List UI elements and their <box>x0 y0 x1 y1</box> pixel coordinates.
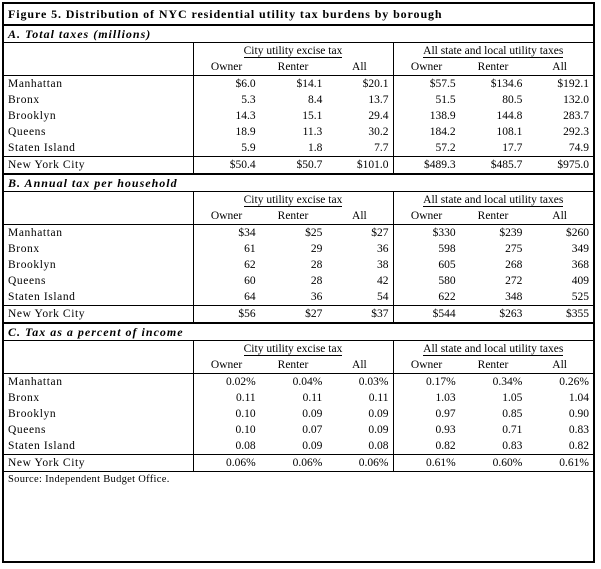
group-header-row <box>4 192 593 209</box>
value-cell: 5.9 <box>193 140 260 157</box>
table-row <box>4 108 593 124</box>
value-cell: 0.06% <box>193 455 260 472</box>
group-header-label: All state and local utility taxes <box>423 343 564 355</box>
value-cell: 61 <box>193 241 260 257</box>
value-cell: $34 <box>193 225 260 242</box>
value-cell: $260 <box>566 227 589 239</box>
group-header <box>193 43 393 60</box>
data-table <box>4 340 593 471</box>
column-header: All <box>326 59 393 76</box>
column-header: Owner <box>193 357 260 374</box>
value-cell: 0.11 <box>193 390 260 406</box>
value-cell: 272 <box>505 275 523 287</box>
column-header: Owner <box>393 59 460 76</box>
group-header-label: City utility excise tax <box>243 194 343 206</box>
group-header <box>393 192 593 209</box>
value-cell: $485.7 <box>460 157 527 174</box>
value-cell: 0.10 <box>193 422 260 438</box>
value-cell: 0.08 <box>193 438 260 455</box>
value-cell: 0.83 <box>568 424 589 436</box>
row-label: Brooklyn <box>8 110 57 122</box>
column-header: Renter <box>460 357 527 374</box>
value-cell: 0.83 <box>502 440 523 452</box>
blank-cell <box>4 357 193 374</box>
value-cell: 54 <box>377 291 389 303</box>
row-label: Bronx <box>8 243 40 255</box>
value-cell: $544 <box>393 306 460 323</box>
column-header-row <box>4 208 593 225</box>
group-header <box>193 192 393 209</box>
group-header <box>193 341 393 358</box>
value-cell: $134.6 <box>490 78 523 90</box>
value-cell: $101.0 <box>326 157 393 174</box>
value-cell: 57.2 <box>393 140 460 157</box>
value-cell: 51.5 <box>393 92 460 108</box>
column-header-row <box>4 357 593 374</box>
figure-panel <box>2 2 595 563</box>
value-cell: 1.05 <box>502 392 523 404</box>
row-label: Brooklyn <box>8 408 57 420</box>
group-header-label: City utility excise tax <box>243 343 343 355</box>
table-row <box>4 257 593 273</box>
value-cell: $6.0 <box>193 76 260 93</box>
table-row <box>4 422 593 438</box>
table-row <box>4 124 593 140</box>
value-cell: 15.1 <box>302 110 323 122</box>
value-cell: 13.7 <box>368 94 389 106</box>
value-cell: 0.09 <box>302 440 323 452</box>
value-cell: 0.09 <box>368 424 389 436</box>
value-cell: 0.06% <box>326 455 393 472</box>
value-cell: 0.61% <box>526 455 593 472</box>
value-cell: 11.3 <box>302 126 323 138</box>
value-cell: $27 <box>371 227 389 239</box>
value-cell: 80.5 <box>502 94 523 106</box>
row-label: Staten Island <box>8 142 76 154</box>
value-cell: 36 <box>310 291 323 303</box>
table-row <box>4 241 593 257</box>
group-header <box>393 341 593 358</box>
column-header: Owner <box>393 208 460 225</box>
value-cell: 598 <box>393 241 460 257</box>
value-cell: 0.26% <box>559 376 589 388</box>
value-cell: $20.1 <box>362 78 389 90</box>
row-label: New York City <box>4 306 193 323</box>
value-cell: 30.2 <box>368 126 389 138</box>
value-cell: 622 <box>393 289 460 306</box>
row-label: Brooklyn <box>8 259 57 271</box>
value-cell: 1.8 <box>307 142 323 154</box>
column-header-row <box>4 59 593 76</box>
value-cell: $192.1 <box>557 78 589 90</box>
value-cell: 17.7 <box>502 142 523 154</box>
value-cell: 268 <box>505 259 523 271</box>
value-cell: $489.3 <box>393 157 460 174</box>
table-row <box>4 289 593 306</box>
value-cell: $50.4 <box>193 157 260 174</box>
group-header <box>393 43 593 60</box>
column-header: Owner <box>193 208 260 225</box>
table-row <box>4 455 593 472</box>
group-header-row <box>4 43 593 60</box>
data-table <box>4 191 593 322</box>
value-cell: 28 <box>310 275 323 287</box>
column-header: All <box>526 357 593 374</box>
value-cell: 7.7 <box>374 142 389 154</box>
value-cell: 1.04 <box>568 392 589 404</box>
row-label: Queens <box>8 424 47 436</box>
blank-cell <box>4 341 193 358</box>
value-cell: 409 <box>571 275 589 287</box>
value-cell: 18.9 <box>193 124 260 140</box>
value-cell: 0.82 <box>393 438 460 455</box>
column-header: Owner <box>193 59 260 76</box>
value-cell: 62 <box>193 257 260 273</box>
value-cell: 0.06% <box>260 455 327 472</box>
figure-title: Figure 5. Distribution of NYC residential utility tax burdens by borough <box>4 4 593 26</box>
section-title: A. Total taxes (millions) <box>8 27 152 41</box>
value-cell: $25 <box>305 227 323 239</box>
value-cell: 0.11 <box>302 392 323 404</box>
value-cell: 283.7 <box>563 110 589 122</box>
value-cell: 0.08 <box>368 440 389 452</box>
value-cell: $50.7 <box>260 157 327 174</box>
value-cell: 1.03 <box>393 390 460 406</box>
value-cell: 144.8 <box>496 110 523 122</box>
value-cell: 184.2 <box>393 124 460 140</box>
value-cell: $239 <box>499 227 523 239</box>
value-cell: 525 <box>571 291 589 303</box>
value-cell: 5.3 <box>193 92 260 108</box>
column-header: Renter <box>260 208 327 225</box>
value-cell: 0.34% <box>492 376 523 388</box>
value-cell: 42 <box>377 275 389 287</box>
source-note: Source: Independent Budget Office. <box>4 471 593 488</box>
value-cell: 0.04% <box>292 376 323 388</box>
value-cell: 0.02% <box>193 374 260 391</box>
value-cell: 0.71 <box>502 424 523 436</box>
row-label: New York City <box>4 157 193 174</box>
value-cell: 0.97 <box>393 406 460 422</box>
blank-cell <box>4 192 193 209</box>
column-header: All <box>326 208 393 225</box>
row-label: Manhattan <box>8 376 63 388</box>
value-cell: 0.82 <box>568 440 589 452</box>
section-title: C. Tax as a percent of income <box>4 322 593 340</box>
table-row <box>4 406 593 422</box>
value-cell: 28 <box>310 259 323 271</box>
blank-cell <box>4 59 193 76</box>
row-label: New York City <box>4 455 193 472</box>
row-label: Manhattan <box>8 78 63 90</box>
value-cell: $975.0 <box>526 157 593 174</box>
value-cell: 348 <box>505 291 523 303</box>
value-cell: 0.85 <box>502 408 523 420</box>
value-cell: 29 <box>310 243 323 255</box>
value-cell: 292.3 <box>563 126 589 138</box>
value-cell: 74.9 <box>568 142 589 154</box>
value-cell: 368 <box>571 259 589 271</box>
value-cell: 64 <box>193 289 260 306</box>
value-cell: 0.17% <box>393 374 460 391</box>
table-row <box>4 157 593 174</box>
value-cell: $57.5 <box>393 76 460 93</box>
table-row <box>4 225 593 242</box>
table-row <box>4 92 593 108</box>
table-row <box>4 374 593 391</box>
value-cell: 0.11 <box>368 392 389 404</box>
value-cell: $330 <box>393 225 460 242</box>
value-cell: 0.03% <box>358 376 389 388</box>
section-title: B. Annual tax per household <box>4 173 593 191</box>
row-label: Queens <box>8 126 47 138</box>
sections-container <box>4 26 593 471</box>
value-cell: 8.4 <box>307 94 323 106</box>
column-header: Renter <box>460 208 527 225</box>
row-label: Staten Island <box>8 440 76 452</box>
row-label: Bronx <box>8 392 40 404</box>
value-cell: $14.1 <box>296 78 323 90</box>
data-table <box>4 42 593 173</box>
table-row <box>4 76 593 93</box>
value-cell: 0.60% <box>460 455 527 472</box>
group-header-row <box>4 341 593 358</box>
value-cell: 0.09 <box>302 408 323 420</box>
value-cell: 60 <box>193 273 260 289</box>
value-cell: $263 <box>460 306 527 323</box>
column-header: Renter <box>260 59 327 76</box>
value-cell: $27 <box>260 306 327 323</box>
column-header: All <box>526 208 593 225</box>
column-header: Owner <box>393 357 460 374</box>
value-cell: 349 <box>571 243 589 255</box>
table-row <box>4 438 593 455</box>
value-cell: 0.07 <box>302 424 323 436</box>
value-cell: $37 <box>326 306 393 323</box>
value-cell: 36 <box>377 243 389 255</box>
value-cell: 0.09 <box>368 408 389 420</box>
blank-cell <box>4 208 193 225</box>
row-label: Queens <box>8 275 47 287</box>
table-row <box>4 306 593 323</box>
group-header-label: All state and local utility taxes <box>423 45 564 57</box>
column-header: Renter <box>460 59 527 76</box>
value-cell: 29.4 <box>368 110 389 122</box>
value-cell: 14.3 <box>193 108 260 124</box>
row-label: Bronx <box>8 94 40 106</box>
value-cell: 138.9 <box>393 108 460 124</box>
value-cell: 38 <box>377 259 389 271</box>
row-label: Manhattan <box>8 227 63 239</box>
value-cell: $56 <box>193 306 260 323</box>
value-cell: 580 <box>393 273 460 289</box>
column-header: All <box>526 59 593 76</box>
row-label: Staten Island <box>8 291 76 303</box>
blank-cell <box>4 43 193 60</box>
column-header: All <box>326 357 393 374</box>
value-cell: 132.0 <box>563 94 589 106</box>
table-row <box>4 390 593 406</box>
value-cell: 0.61% <box>393 455 460 472</box>
value-cell: 108.1 <box>496 126 523 138</box>
value-cell: 275 <box>505 243 523 255</box>
column-header: Renter <box>260 357 327 374</box>
group-header-label: All state and local utility taxes <box>423 194 564 206</box>
table-row <box>4 140 593 157</box>
value-cell: 0.10 <box>193 406 260 422</box>
table-row <box>4 273 593 289</box>
group-header-label: City utility excise tax <box>243 45 343 57</box>
value-cell: 0.93 <box>393 422 460 438</box>
value-cell: $355 <box>526 306 593 323</box>
value-cell: 0.90 <box>568 408 589 420</box>
value-cell: 605 <box>393 257 460 273</box>
